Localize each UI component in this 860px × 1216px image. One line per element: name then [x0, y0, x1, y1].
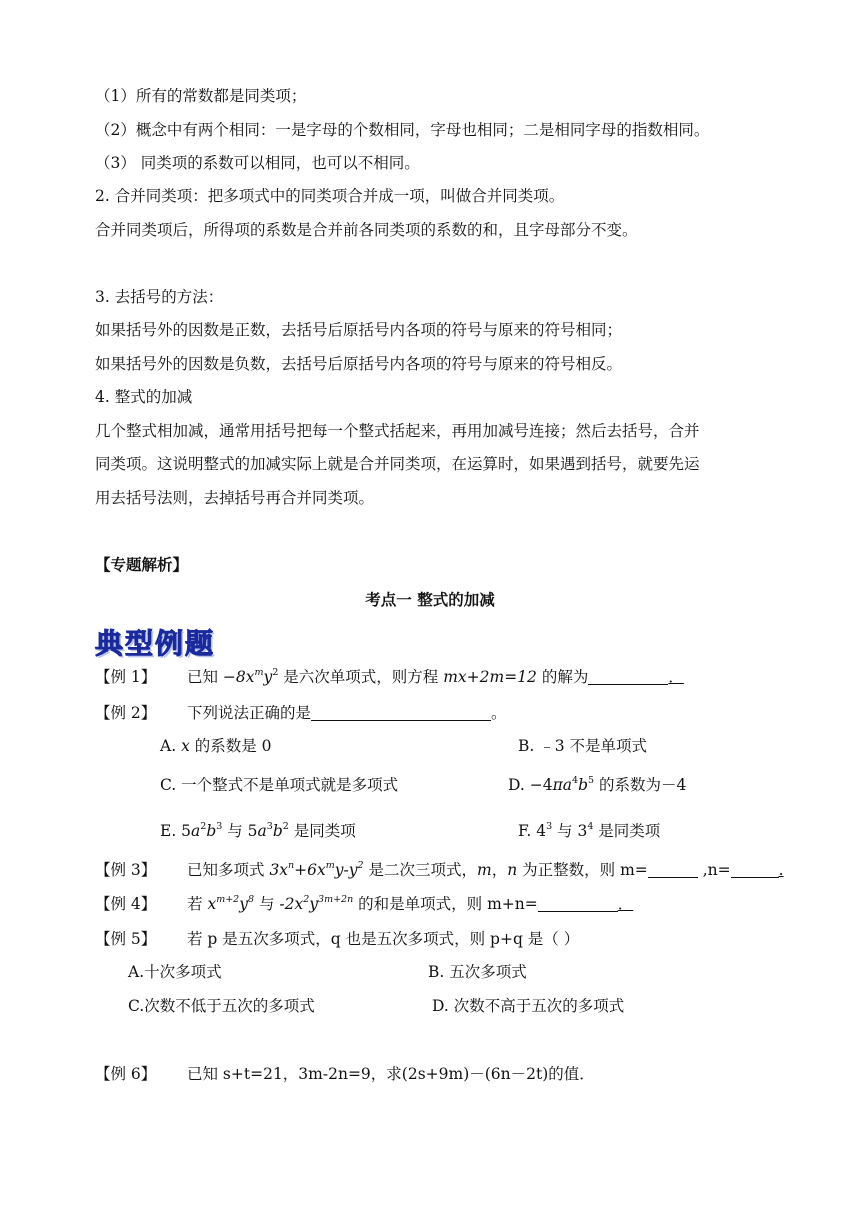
kaodian-heading: 考点一 整式的加减: [365, 590, 495, 609]
bracket-rule-negative: 如果括号外的因数是负数，去括号后原括号内各项的符号与原来的符号相反。: [95, 355, 623, 373]
example-2: 【例 2】 下列说法正确的是 。: [95, 704, 507, 722]
example-2-label: 【例 2】: [95, 704, 157, 722]
rule-1: （1）所有的常数都是同类项；: [95, 87, 307, 105]
merge-rule: 合并同类项后，所得项的系数是合并前各同类项的系数的和，且字母部分不变。: [95, 221, 638, 239]
example-2-option-d: D. $-4\pi a^4b^5$ 的系数为－4: [508, 775, 687, 794]
example-6-label: 【例 6】: [95, 1065, 157, 1083]
bracket-rule-positive: 如果括号外的因数是正数，去括号后原括号内各项的符号与原来的符号相同；: [95, 321, 623, 339]
example-2-option-b: B. ﹣3 不是单项式: [518, 737, 648, 755]
example-2-option-c: C. 一个整式不是单项式就是多项式: [160, 776, 399, 794]
example-5-label: 【例 5】: [95, 930, 157, 948]
example-1-label: 【例 1】: [95, 668, 157, 686]
example-5: [95, 928, 579, 950]
section-heading: 【专题解析】: [95, 555, 189, 574]
example-5-stem: 若 p 是五次多项式，q 也是五次多项式，则 p+q 是（ ）: [187, 930, 580, 948]
example-6-stem: 已知 s+t=21，3m-2n=9，求(2s+9m)－(6n－2t)的值．: [187, 1065, 595, 1083]
example-2-option-e: E. $5a^2b^3$ 与 $5a^3b^2$ 是同类项: [160, 821, 356, 840]
merge-definition: 2. 合并同类项：把多项式中的同类项合并成一项，叫做合并同类项。: [95, 187, 565, 205]
example-5-option-a: A.十次多项式: [128, 963, 222, 981]
add-sub-para-3: 用去括号法则，去掉括号再合并同类项。: [95, 489, 375, 507]
example-5-option-d: D. 次数不高于五次的多项式: [432, 997, 625, 1015]
rule-2: （2）概念中有两个相同：一是字母的个数相同，字母也相同；二是相同字母的指数相同。: [95, 121, 710, 139]
example-5-option-c: C.次数不低于五次的多项式: [128, 997, 315, 1015]
bracket-method-title: 3. 去括号的方法：: [95, 288, 224, 306]
example-3: 【例 3】 已知多项式 $3x^n+6x^my-y^2$ 是二次三项式，m，n 为正整数，则 m= ,n= .: [95, 860, 784, 879]
example-2-option-f: F. $4^3$ 与 $3^4$ 是同类项: [518, 821, 661, 840]
example-4: 【例 4】 若 $x^{m+2}y^8$ 与 $-2x^2y^{3m+2n}$ 的和是单项式，则 m+n= ．: [95, 894, 634, 913]
add-sub-para-2: 同类项。这说明整式的加减实际上就是合并同类项，在运算时，如果遇到括号，就要先运: [95, 455, 700, 473]
rule-3: （3） 同类项的系数可以相同，也可以不相同。: [95, 154, 420, 172]
example-6: [95, 1063, 595, 1085]
typical-examples-wordart: 典型例题: [95, 627, 216, 660]
example-3-label: 【例 3】: [95, 861, 157, 879]
example-5-option-b: B. 五次多项式: [428, 963, 527, 981]
example-2-option-a: A. x 的系数是 0: [160, 737, 272, 755]
add-sub-title: 4. 整式的加减: [95, 388, 193, 406]
example-1: 【例 1】 已知 $-8x^my^2$ 是六次单项式，则方程 mx+2m=12 的解为 ．: [95, 667, 684, 686]
example-2-stem: 下列说法正确的是: [187, 704, 312, 722]
add-sub-para-1: 几个整式相加减，通常用括号把每一个整式括起来，再用加减号连接；然后去括号，合并: [95, 422, 700, 440]
example-4-label: 【例 4】: [95, 895, 157, 913]
